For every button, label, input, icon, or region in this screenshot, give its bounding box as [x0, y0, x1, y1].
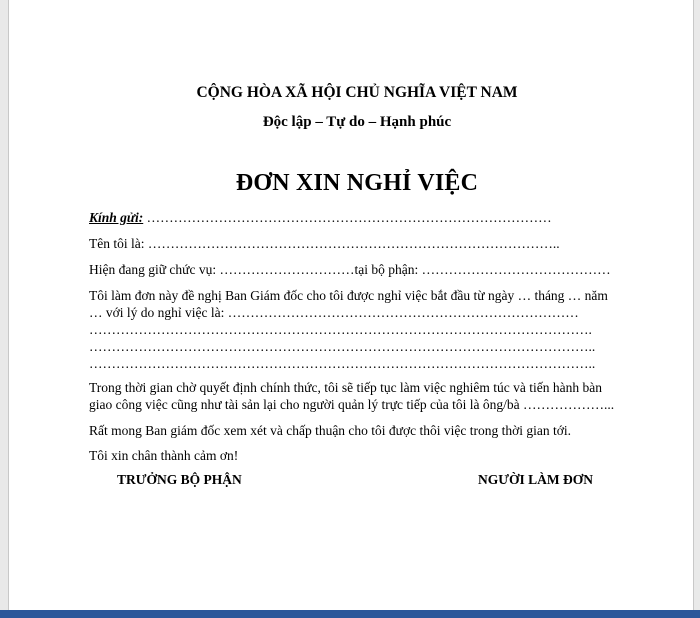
reason-dots-3: …………………………………………………………………………………………………..: [89, 356, 596, 371]
department-head-signature: TRƯỞNG BỘ PHẬN: [117, 472, 242, 487]
status-bar: [0, 610, 700, 618]
recipient-dots: ………………………………………………………………………………: [143, 210, 552, 225]
recipient-label: Kính gửi:: [89, 210, 144, 225]
hope-paragraph: Rất mong Ban giám đốc xem xét và chấp thuận cho tôi được thôi việc trong thời gian tới.: [89, 423, 572, 438]
handover-line-1: Trong thời gian chờ quyết định chính thức, tôi sẽ tiếp tục làm việc nghiêm túc và tiến hành bàn: [89, 380, 602, 395]
country-heading: CỘNG HÒA XÃ HỘI CHỦ NGHĨA VIỆT NAM: [196, 84, 518, 101]
name-line: Tên tôi là: ………………………………………………………………………………..: [89, 236, 560, 251]
reason-dots-1: ………………………………………………………………………………………………….: [89, 322, 592, 337]
document-page: [8, 0, 694, 610]
request-line-2: … với lý do nghỉ việc là: ……………………………………………………………………: [89, 305, 579, 320]
handover-line-2: giao công việc cũng như tài sản lại cho người quản lý trực tiếp của tôi là ông/bà ………………...: [89, 397, 615, 412]
document-title: ĐƠN XIN NGHỈ VIỆC: [235, 170, 479, 196]
recipient-line: [89, 210, 625, 226]
request-line-1: Tôi làm đơn này đề nghị Ban Giám đốc cho tôi được nghỉ việc bắt đầu từ ngày … tháng … năm: [89, 288, 608, 303]
motto-heading: Độc lập – Tự do – Hạnh phúc: [262, 114, 452, 130]
thanks-paragraph: Tôi xin chân thành cảm ơn!: [89, 448, 239, 463]
reason-dots-2: …………………………………………………………………………………………………..: [89, 339, 596, 354]
position-line: Hiện đang giữ chức vụ: …………………………tại bộ phận: ……………………………………: [89, 262, 611, 277]
applicant-signature: NGƯỜI LÀM ĐƠN: [478, 472, 593, 487]
